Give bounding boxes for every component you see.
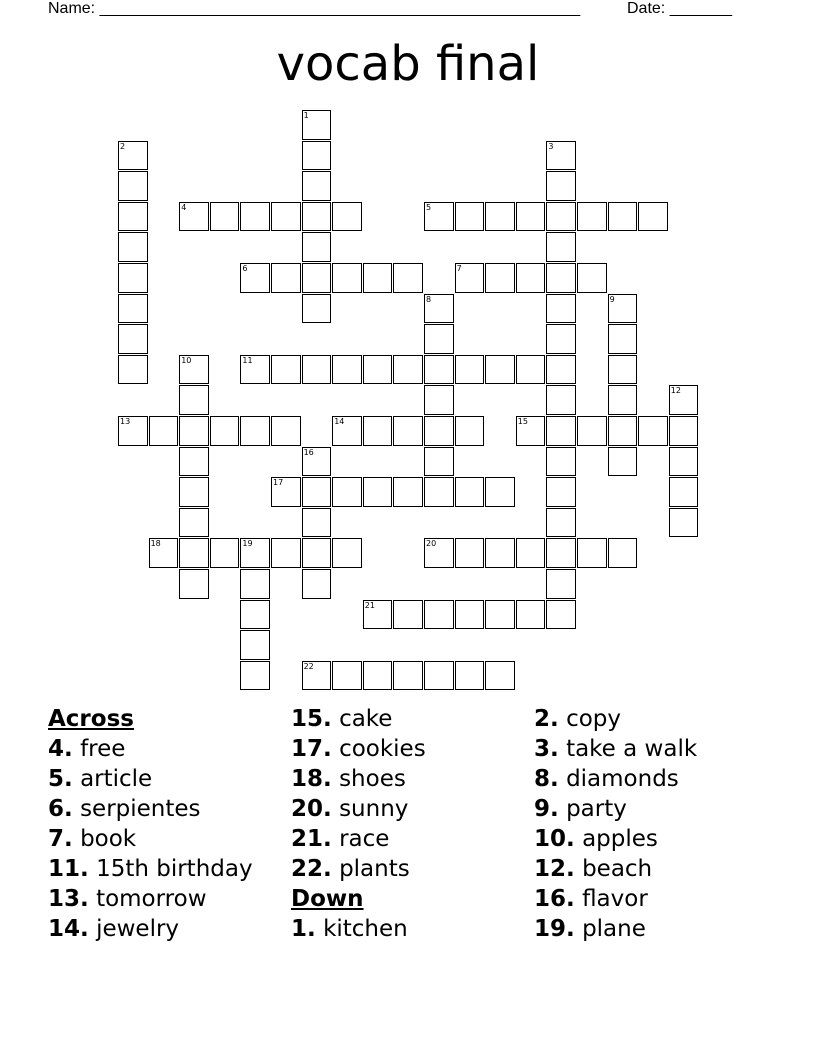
- crossword-cell[interactable]: [546, 171, 576, 201]
- crossword-cell[interactable]: [271, 416, 301, 446]
- crossword-cell[interactable]: [424, 294, 454, 324]
- crossword-cell[interactable]: [240, 538, 270, 568]
- crossword-cell[interactable]: [271, 355, 301, 385]
- clue-number: 22: [303, 661, 314, 671]
- crossword-cell[interactable]: [363, 355, 393, 385]
- crossword-cell[interactable]: [546, 508, 576, 538]
- crossword-cell[interactable]: [302, 538, 332, 568]
- crossword-cell[interactable]: [393, 661, 423, 691]
- crossword-cell[interactable]: [424, 385, 454, 415]
- crossword-cell[interactable]: [393, 477, 423, 507]
- clue-item: 9. party: [534, 796, 627, 822]
- crossword-cell[interactable]: [546, 202, 576, 232]
- crossword-cell[interactable]: [455, 416, 485, 446]
- crossword-cell[interactable]: [240, 600, 270, 630]
- crossword-cell[interactable]: [455, 202, 485, 232]
- clue-number: 16: [303, 447, 314, 457]
- crossword-cell[interactable]: [608, 202, 638, 232]
- crossword-cell[interactable]: [485, 202, 515, 232]
- clue-column-3: [534, 704, 697, 944]
- crossword-cell[interactable]: [546, 355, 576, 385]
- crossword-cell[interactable]: [332, 416, 362, 446]
- crossword-cell[interactable]: [577, 202, 607, 232]
- crossword-cell[interactable]: [485, 661, 515, 691]
- clue-number: 10: [181, 355, 192, 365]
- clue-number: 19: [242, 539, 253, 549]
- crossword-cell[interactable]: [302, 171, 332, 201]
- clue-item: 21. race: [291, 826, 390, 852]
- clue-number: 13: [120, 417, 131, 426]
- crossword-cell[interactable]: [240, 569, 270, 599]
- crossword-cell[interactable]: [240, 661, 270, 691]
- clue-number: 4: [181, 202, 187, 212]
- crossword-cell[interactable]: [669, 416, 699, 446]
- crossword-cell[interactable]: [118, 171, 148, 201]
- clue-number: 20: [426, 539, 437, 549]
- crossword-cell[interactable]: [516, 355, 546, 385]
- crossword-cell[interactable]: [424, 202, 454, 232]
- crossword-cell[interactable]: [669, 447, 699, 477]
- crossword-cell[interactable]: [485, 263, 515, 293]
- crossword-cell[interactable]: [485, 600, 515, 630]
- crossword-cell[interactable]: [179, 416, 209, 446]
- crossword-cell[interactable]: [302, 110, 332, 140]
- clue-number: 9: [609, 294, 615, 304]
- clue-number: 21: [364, 600, 375, 610]
- clue-item: 6. serpientes: [48, 796, 201, 822]
- crossword-cell[interactable]: [393, 355, 423, 385]
- crossword-cell[interactable]: [546, 294, 576, 324]
- crossword-cell[interactable]: [271, 477, 301, 507]
- clue-number: 8: [426, 294, 432, 304]
- crossword-cell[interactable]: [332, 477, 362, 507]
- crossword-cell[interactable]: [608, 416, 638, 446]
- crossword-cell[interactable]: [118, 232, 148, 262]
- clue-item: 3. take a walk: [534, 736, 698, 762]
- crossword-cell[interactable]: [179, 355, 209, 385]
- crossword-cell[interactable]: [240, 202, 270, 232]
- clue-item: 8. diamonds: [534, 766, 679, 792]
- clue-column-2: [291, 704, 426, 944]
- crossword-cell[interactable]: [302, 661, 332, 691]
- crossword-cell[interactable]: [210, 202, 240, 232]
- crossword-cell[interactable]: [455, 355, 485, 385]
- crossword-cell[interactable]: [149, 416, 179, 446]
- clue-column-1: [48, 704, 253, 944]
- page-title: vocab final: [276, 36, 540, 92]
- crossword-cell[interactable]: [271, 538, 301, 568]
- clue-item: 2. copy: [534, 706, 621, 732]
- crossword-cell[interactable]: [608, 324, 638, 354]
- crossword-cell[interactable]: [332, 355, 362, 385]
- crossword-cell[interactable]: [669, 385, 699, 415]
- crossword-cell[interactable]: [332, 661, 362, 691]
- crossword-cell[interactable]: [485, 355, 515, 385]
- crossword-cell[interactable]: [302, 141, 332, 171]
- crossword-cell[interactable]: [240, 416, 270, 446]
- clue-number: 11: [242, 355, 253, 365]
- crossword-cell[interactable]: [302, 263, 332, 293]
- crossword-cell[interactable]: [179, 477, 209, 507]
- across-heading: Across: [48, 706, 134, 732]
- crossword-cell[interactable]: [363, 416, 393, 446]
- crossword-cell[interactable]: [240, 355, 270, 385]
- clue-item: 22. plants: [291, 856, 410, 882]
- crossword-cell[interactable]: [455, 661, 485, 691]
- crossword-cell[interactable]: [118, 355, 148, 385]
- crossword-cell[interactable]: [302, 477, 332, 507]
- clue-number: 14: [334, 417, 345, 426]
- crossword-cell[interactable]: [455, 538, 485, 568]
- crossword-cell[interactable]: [332, 202, 362, 232]
- crossword-cell[interactable]: [546, 416, 576, 446]
- clue-number: 7: [456, 264, 462, 273]
- crossword-cell[interactable]: [302, 508, 332, 538]
- clue-number: 6: [242, 264, 248, 273]
- clue-item: 11. 15th birthday: [48, 856, 253, 882]
- crossword-cell[interactable]: [546, 324, 576, 354]
- crossword-cell[interactable]: [363, 661, 393, 691]
- crossword-cell[interactable]: [546, 477, 576, 507]
- crossword-cell[interactable]: [302, 202, 332, 232]
- clue-item: 10. apples: [534, 826, 658, 852]
- crossword-cell[interactable]: [393, 416, 423, 446]
- crossword-cell[interactable]: [546, 600, 576, 630]
- clue-item: 18. shoes: [291, 766, 406, 792]
- crossword-cell[interactable]: [608, 294, 638, 324]
- clue-item: 15. cake: [291, 706, 393, 732]
- crossword-cell[interactable]: [516, 202, 546, 232]
- crossword-cell[interactable]: [577, 263, 607, 293]
- crossword-cell[interactable]: [332, 538, 362, 568]
- clue-number: 3: [548, 141, 554, 151]
- crossword-cell[interactable]: [302, 569, 332, 599]
- crossword-cell[interactable]: [546, 385, 576, 415]
- crossword-cell[interactable]: [516, 600, 546, 630]
- clue-number: 15: [517, 417, 528, 426]
- crossword-cell[interactable]: [332, 263, 362, 293]
- crossword-cell[interactable]: [485, 477, 515, 507]
- crossword-cell[interactable]: [240, 630, 270, 660]
- crossword-cell[interactable]: [118, 416, 148, 446]
- crossword-cell[interactable]: [424, 600, 454, 630]
- crossword-cell[interactable]: [516, 416, 546, 446]
- crossword-cell[interactable]: [516, 263, 546, 293]
- clue-number: 18: [150, 539, 161, 549]
- crossword-cell[interactable]: [516, 538, 546, 568]
- crossword-cell[interactable]: [455, 263, 485, 293]
- clue-item: 19. plane: [534, 916, 646, 942]
- clue-item: 13. tomorrow: [48, 886, 207, 912]
- crossword-cell[interactable]: [179, 508, 209, 538]
- crossword-cell[interactable]: [485, 538, 515, 568]
- clue-item: 5. article: [48, 766, 153, 792]
- clue-item: 1. kitchen: [291, 916, 408, 942]
- clue-number: 17: [273, 478, 284, 488]
- crossword-cell[interactable]: [149, 538, 179, 568]
- crossword-cell[interactable]: [271, 202, 301, 232]
- date-field[interactable]: Date: _______: [627, 0, 732, 17]
- crossword-cell[interactable]: [577, 416, 607, 446]
- crossword-cell[interactable]: [118, 294, 148, 324]
- crossword-cell[interactable]: [577, 538, 607, 568]
- crossword-cell[interactable]: [455, 600, 485, 630]
- crossword-cell[interactable]: [363, 600, 393, 630]
- clue-item: 7. book: [48, 826, 137, 852]
- crossword-cell[interactable]: [546, 569, 576, 599]
- crossword-cell[interactable]: [669, 477, 699, 507]
- crossword-cell[interactable]: [363, 263, 393, 293]
- crossword-cell[interactable]: [271, 263, 301, 293]
- crossword-cell[interactable]: [608, 538, 638, 568]
- crossword-cell[interactable]: [179, 447, 209, 477]
- crossword-cell[interactable]: [179, 202, 209, 232]
- crossword-cell[interactable]: [424, 538, 454, 568]
- crossword-cell[interactable]: [302, 294, 332, 324]
- crossword-cell[interactable]: [393, 263, 423, 293]
- crossword-cell[interactable]: [455, 477, 485, 507]
- clue-item: 14. jewelry: [48, 916, 180, 942]
- crossword-cell[interactable]: [118, 141, 148, 171]
- clue-item: 16. flavor: [534, 886, 648, 912]
- clue-item: 17. cookies: [291, 736, 426, 762]
- crossword-cell[interactable]: [179, 569, 209, 599]
- crossword-cell[interactable]: [210, 538, 240, 568]
- crossword-cell[interactable]: [393, 600, 423, 630]
- crossword-cell[interactable]: [424, 447, 454, 477]
- name-field[interactable]: Name: ______________________________________________________: [48, 0, 581, 17]
- crossword-cell[interactable]: [638, 416, 668, 446]
- clue-item: 12. beach: [534, 856, 653, 882]
- clue-number: 12: [670, 386, 681, 396]
- crossword-cell[interactable]: [608, 355, 638, 385]
- crossword-cell[interactable]: [424, 477, 454, 507]
- crossword-cell[interactable]: [118, 202, 148, 232]
- crossword-cell[interactable]: [608, 447, 638, 477]
- crossword-cell[interactable]: [302, 447, 332, 477]
- crossword-cell[interactable]: [546, 141, 576, 171]
- crossword-cell[interactable]: [179, 385, 209, 415]
- crossword-cell[interactable]: [546, 232, 576, 262]
- crossword-cell[interactable]: [118, 263, 148, 293]
- crossword-cell[interactable]: [669, 508, 699, 538]
- crossword-cell[interactable]: [424, 416, 454, 446]
- crossword-cell[interactable]: [240, 263, 270, 293]
- clue-number: 2: [120, 141, 126, 151]
- clue-number: 5: [426, 202, 432, 212]
- crossword-cell[interactable]: [546, 263, 576, 293]
- clue-item: 4. free: [48, 736, 126, 762]
- crossword-cell[interactable]: [179, 538, 209, 568]
- crossword-cell[interactable]: [302, 355, 332, 385]
- crossword-cell[interactable]: [546, 538, 576, 568]
- crossword-cell[interactable]: [608, 385, 638, 415]
- crossword-cell[interactable]: [638, 202, 668, 232]
- crossword-cell[interactable]: [424, 324, 454, 354]
- crossword-cell[interactable]: [363, 477, 393, 507]
- down-heading: Down: [291, 886, 364, 912]
- crossword-cell[interactable]: [546, 447, 576, 477]
- clue-item: 20. sunny: [291, 796, 409, 822]
- crossword-cell[interactable]: [424, 355, 454, 385]
- crossword-cell[interactable]: [210, 416, 240, 446]
- crossword-cell[interactable]: [424, 661, 454, 691]
- crossword-cell[interactable]: [302, 232, 332, 262]
- clue-number: 1: [303, 111, 309, 120]
- crossword-cell[interactable]: [118, 324, 148, 354]
